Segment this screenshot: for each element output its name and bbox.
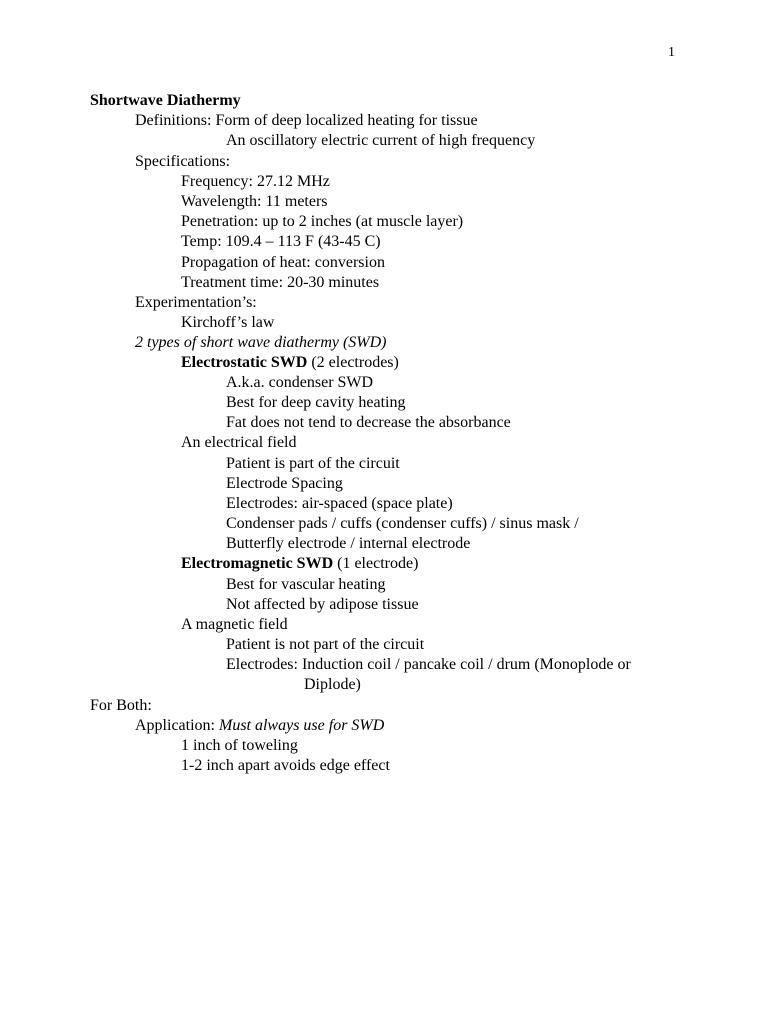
- application-note: Must always use for SWD: [218, 717, 385, 734]
- document-title: Shortwave Diathermy: [90, 92, 241, 109]
- spec-wavelength: Wavelength: 11 meters: [181, 193, 328, 210]
- electrical-field-item: Electrode Spacing: [226, 475, 343, 492]
- electromagnetic-heading: [181, 554, 418, 574]
- electrostatic-name: Electrostatic SWD: [181, 354, 308, 371]
- spec-propagation: Propagation of heat: conversion: [181, 254, 385, 271]
- electromagnetic-item: Not affected by adipose tissue: [226, 596, 419, 613]
- electrostatic-item: Best for deep cavity heating: [226, 394, 406, 411]
- magnetic-field-item-continued: Diplode): [304, 676, 361, 693]
- for-both-heading: For Both:: [90, 697, 152, 714]
- electrical-field-heading: An electrical field: [181, 434, 297, 451]
- application-item: 1-2 inch apart avoids edge effect: [181, 757, 390, 774]
- application-line: [135, 716, 384, 736]
- page-number: 1: [668, 45, 675, 60]
- magnetic-field-heading: A magnetic field: [181, 616, 288, 633]
- specifications-heading: Specifications:: [135, 153, 231, 170]
- electrostatic-item: A.k.a. condenser SWD: [226, 374, 374, 391]
- magnetic-field-item: Patient is not part of the circuit: [226, 636, 425, 653]
- electromagnetic-name: Electromagnetic SWD: [181, 555, 334, 572]
- experimentation-item: Kirchoff’s law: [181, 314, 275, 331]
- definitions-line-2: An oscillatory electric current of high frequency: [226, 132, 536, 149]
- types-heading: 2 types of short wave diathermy (SWD): [135, 334, 387, 351]
- electrical-field-item: Electrodes: air-spaced (space plate): [226, 495, 453, 512]
- spec-treatment-time: Treatment time: 20-30 minutes: [181, 274, 380, 291]
- electrical-field-item: Condenser pads / cuffs (condenser cuffs) / sinus mask /: [226, 515, 579, 532]
- spec-penetration: Penetration: up to 2 inches (at muscle layer): [181, 213, 464, 230]
- magnetic-field-item: Electrodes: Induction coil / pancake coil / drum (Monoplode or: [226, 656, 631, 673]
- application-label: Application:: [135, 717, 219, 734]
- definitions-line: Definitions: Form of deep localized heating for tissue: [135, 112, 478, 129]
- spec-frequency: Frequency: 27.12 MHz: [181, 173, 330, 190]
- electrical-field-item: Patient is part of the circuit: [226, 455, 400, 472]
- experimentation-heading: Experimentation’s:: [135, 294, 257, 311]
- electrostatic-note: (2 electrodes): [307, 354, 399, 371]
- electrostatic-item: Fat does not tend to decrease the absorbance: [226, 414, 511, 431]
- electromagnetic-item: Best for vascular heating: [226, 576, 386, 593]
- electrical-field-item: Butterfly electrode / internal electrode: [226, 535, 471, 552]
- spec-temp: Temp: 109.4 – 113 F (43-45 C): [181, 233, 381, 250]
- application-item: 1 inch of toweling: [181, 737, 298, 754]
- electrostatic-heading: [181, 353, 399, 373]
- electromagnetic-note: (1 electrode): [333, 555, 419, 572]
